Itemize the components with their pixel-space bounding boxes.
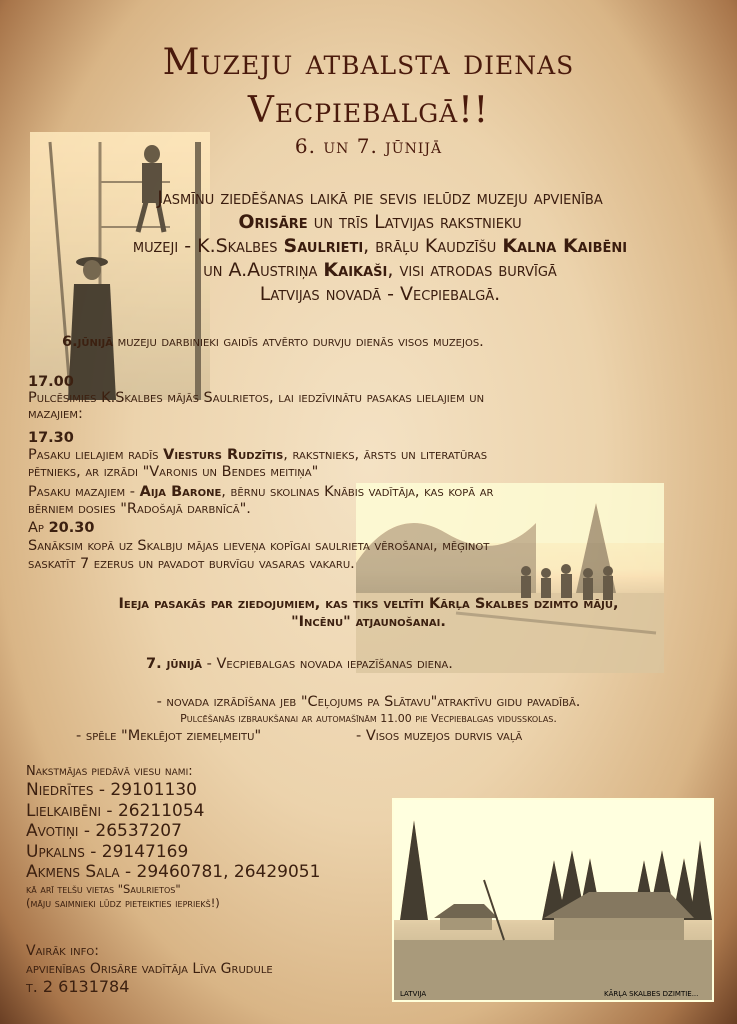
kalna-kaibeni-name: Kalna Kaibēni [502, 235, 628, 257]
time-1730-line-c [28, 484, 718, 501]
info-heading: Vairāk info: [26, 943, 99, 959]
poster-title: Muzeju atbalsta dienas [162, 42, 575, 83]
day7-item-3: - Visos muzejos durvis vaļā [356, 728, 523, 744]
photo-illustration-farmhouse [394, 800, 712, 1000]
poster-title-location: Vecpiebalgā!! [247, 90, 490, 131]
time-1730-line-b: pētnieks, ar izrādi "Varonis un Bendes meitiņa" [28, 464, 319, 480]
poster-dates: 6. un 7. jūnijā [294, 134, 443, 158]
lodging-note-1: kā arī telšu vietas "Saulrietos" [26, 882, 181, 896]
entry-note-b: "Incēnu" atjaunošanai. [291, 614, 446, 630]
time-2030-pre: Ap [28, 520, 49, 536]
intro-line-3 [40, 234, 720, 258]
kaikasi-name: Kaikaši [323, 259, 388, 281]
lodging-note-2: (māju saimnieki lūdz pieteikties iepriekš!) [26, 896, 220, 910]
intro-line-2-rest: un trīs Latvijas rakstnieku [307, 211, 522, 233]
time-1700-text-b: mazajiem: [28, 406, 83, 422]
lodging-item: Lielkaibēni - 26211054 [26, 800, 205, 821]
intro-line-3-a: muzeji - K.Skalbes [132, 235, 284, 257]
day7-item-1-sub: Pulcēšanās izbraukšanai ar automašīnām 11.00 pie Vecpiebalgas vidusskolas. [180, 712, 557, 725]
time-1700: 17.00 [28, 374, 74, 390]
intro-line-3-c: , brāļu Kaudzīšu [363, 235, 503, 257]
info-contact: apvienības Orisāre vadītāja Līva Grudule [26, 961, 273, 977]
time-2030-line [28, 520, 94, 537]
intro-line-4-c: , visi atrodas burvīgā [387, 259, 557, 281]
time-1730-c1: Pasaku mazajiem - [28, 484, 140, 500]
historic-photo-farmhouse [392, 798, 714, 1002]
day6-lead-rest: muzeju darbinieki gaidīs atvērto durvju dienās visos muzejos. [113, 334, 484, 350]
intro-line-4 [40, 258, 720, 282]
info-phone: t. 2 6131784 [26, 977, 130, 996]
photo-caption-right: KĀRĻA SKALBES DZIMTIE... [604, 990, 699, 998]
time-2030: 20.30 [48, 520, 95, 536]
lodging-item: Upkalns - 29147169 [26, 841, 189, 862]
time-2030-text-a: Sanāksim kopā uz Skalbju mājas lieveņa kopīgai saulrieta vērošanai, mēģinot [28, 538, 490, 554]
time-1730: 17.30 [28, 430, 74, 446]
day7-item-2: - spēle "Meklējot ziemeļmeitu" [76, 728, 262, 744]
lodging-heading: Nakstmājas piedāvā viesu nami: [26, 764, 193, 779]
day6-date: 6.jūnijā [62, 334, 113, 350]
day6-lead [62, 334, 722, 351]
time-1730-line-d: bērniem dosies "Radošajā darbnīcā". [28, 501, 251, 517]
intro-line-2 [40, 210, 720, 234]
orisare-name: Orisāre [238, 211, 308, 233]
day7-date: 7. jūnijā [146, 656, 203, 672]
time-1730-a3: , rakstnieks, ārsts un literatūras [283, 447, 488, 463]
photo-caption-left: LATVIJA [400, 990, 427, 998]
intro-line-1: Jasmīnu ziedēšanas laikā pie sevis ielūdz muzeju apvienība [157, 187, 603, 209]
time-1730-a1: Pasaku lielajiem radīs [28, 447, 164, 463]
intro-line-5: Latvijas novadā - Vecpiebalgā. [259, 283, 501, 305]
viesturs-rudzitis: Viesturs Rudzītis [163, 447, 284, 463]
time-1700-text-a: Pulcēsimies K.Skalbes mājās Saulrietos, lai iedzīvinātu pasakas lielajiem un [28, 390, 485, 406]
day7-item-1: - novada izrādīšana jeb "Ceļojums pa Slātavu"atraktīvu gidu pavadībā. [156, 694, 581, 710]
intro-line-4-a: un A.Austriņa [203, 259, 324, 281]
lodging-item: Akmens Sala - 29460781, 26429051 [26, 862, 321, 882]
time-2030-text-b: saskatīt 7 ezerus un pavadot burvīgu vasaras vakaru. [28, 556, 355, 572]
lodging-list [26, 780, 320, 883]
lodging-item: Niedrītes - 29101130 [26, 780, 197, 800]
saulrieti-name: Saulrieti [283, 235, 364, 257]
aija-barone: Aija Barone [139, 484, 222, 500]
time-1730-c3: , bērnu skolinas Knābis vadītāja, kas kopā ar [221, 484, 494, 500]
time-1730-line-a [28, 447, 718, 464]
lodging-item: Avotiņi - 26537207 [26, 821, 182, 841]
day7-lead-rest: - Vecpiebalgas novada iepazīšanas diena. [202, 656, 453, 672]
entry-note-a: Ieeja pasakās par ziedojumiem, kas tiks veltīti Kārļa Skalbes dzimto māju, [118, 596, 619, 612]
day7-lead [146, 656, 706, 673]
